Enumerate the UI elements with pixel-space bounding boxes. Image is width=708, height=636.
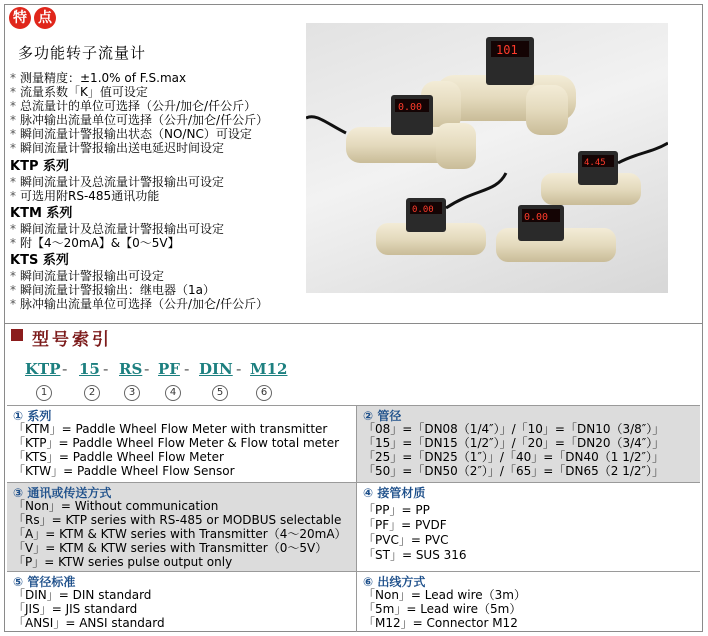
meter-display: 4.45 bbox=[584, 158, 606, 168]
position-number-icon: 1 bbox=[36, 385, 52, 401]
flow-meter-large bbox=[421, 37, 576, 135]
spec-row: 「PF」= PVDF bbox=[363, 518, 447, 532]
square-bullet-icon bbox=[11, 329, 23, 341]
series-title-kts: KTS 系列 bbox=[10, 253, 69, 268]
feature-item: * 瞬间流量计警报输出送电延迟时间设定 bbox=[10, 141, 225, 155]
bullet-icon: * bbox=[10, 283, 16, 297]
feature-item: * 流量系数「K」值可设定 bbox=[10, 85, 148, 99]
spec-section-material bbox=[357, 483, 700, 571]
model-code-separator: - bbox=[236, 360, 242, 378]
feature-item: * 总流量计的单位可选择（公升/加仑/仟公斤） bbox=[10, 99, 257, 113]
spec-row: 「KTW」= Paddle Wheel Flow Sensor bbox=[13, 464, 235, 478]
spec-row: 「KTM」= Paddle Wheel Flow Meter with transmitter bbox=[13, 422, 328, 436]
spec-row: 「JIS」= JIS standard bbox=[13, 602, 138, 616]
bullet-icon: * bbox=[10, 236, 16, 250]
bullet-icon: * bbox=[10, 189, 16, 203]
series-item: * 瞬间流量计警报输出可设定 bbox=[10, 269, 165, 283]
position-number-icon: 4 bbox=[165, 385, 181, 401]
spec-row: 「25」=「DN25（1″）」/「40」=「DN40（1 1/2″）」 bbox=[363, 450, 665, 464]
bullet-icon: * bbox=[10, 222, 16, 236]
product-photo bbox=[306, 23, 668, 293]
section-header: ⑤ 管径标准 bbox=[13, 575, 76, 589]
flow-meter-illustration bbox=[306, 23, 668, 293]
spec-row: 「DIN」= DIN standard bbox=[13, 588, 152, 602]
flow-meter-small bbox=[496, 205, 616, 262]
bullet-icon: * bbox=[10, 141, 16, 155]
bullet-icon: * bbox=[10, 297, 16, 311]
model-code-part: RS bbox=[119, 360, 143, 378]
spec-section-pipe-size bbox=[357, 406, 700, 482]
spec-section-wiring bbox=[357, 572, 700, 632]
section-header: ① 系列 bbox=[13, 409, 52, 423]
bullet-icon: * bbox=[10, 269, 16, 283]
model-code-separator: - bbox=[144, 360, 150, 378]
position-number-icon: 3 bbox=[124, 385, 140, 401]
spec-section-series bbox=[7, 406, 356, 482]
meter-display: 0.00 bbox=[398, 102, 423, 113]
section-header: ④ 接管材质 bbox=[363, 486, 426, 500]
series-title-ktm: KTM 系列 bbox=[10, 206, 73, 221]
series-item: * 瞬间流量计及总流量计警报输出可设定 bbox=[10, 222, 225, 236]
spec-row: 「Non」= Lead wire（3m） bbox=[363, 588, 526, 602]
spec-row: 「KTS」= Paddle Wheel Flow Meter bbox=[13, 450, 224, 464]
bullet-icon: * bbox=[10, 175, 16, 189]
bullet-icon: * bbox=[10, 113, 16, 127]
flow-meter-small bbox=[376, 173, 506, 255]
bullet-icon: * bbox=[10, 85, 16, 99]
feature-item: * 瞬间流量计警报输出状态（NO/NC）可设定 bbox=[10, 127, 252, 141]
model-code-part: DIN bbox=[199, 360, 233, 378]
flow-meter-small bbox=[541, 143, 668, 205]
spec-row: 「15」=「DN15（1/2″）」/「20」=「DN20（3/4″）」 bbox=[363, 436, 665, 450]
series-item: * 附【4～20mA】&【0～5V】 bbox=[10, 236, 180, 250]
spec-row: 「V」= KTM & KTW series with Transmitter（0～5V） bbox=[13, 541, 328, 555]
spec-row: 「5m」= Lead wire（5m） bbox=[363, 602, 522, 616]
position-number-icon: 6 bbox=[256, 385, 272, 401]
meter-display: 101 bbox=[496, 43, 518, 57]
section-header: ② 管径 bbox=[363, 409, 402, 423]
bullet-icon: * bbox=[10, 127, 16, 141]
model-code-part: PF bbox=[158, 360, 180, 378]
spec-row: 「ST」= SUS 316 bbox=[363, 548, 467, 562]
series-item: * 脉冲输出流量单位可选择（公升/加仑/仟公斤） bbox=[10, 297, 269, 311]
model-code-separator: - bbox=[103, 360, 109, 378]
spec-row: 「PVC」= PVC bbox=[363, 533, 449, 547]
series-item: * 瞬间流量计及总流量计警报输出可设定 bbox=[10, 175, 225, 189]
spec-row: 「PP」= PP bbox=[363, 503, 430, 517]
spec-section-pipe-standard bbox=[7, 572, 356, 632]
meter-display: 0.00 bbox=[524, 212, 549, 223]
bullet-icon: * bbox=[10, 71, 16, 85]
series-title-ktp: KTP 系列 bbox=[10, 159, 69, 174]
position-number-icon: 5 bbox=[212, 385, 228, 401]
section-header: ③ 通讯或传送方式 bbox=[13, 486, 112, 500]
model-index-title: 型号索引 bbox=[32, 330, 112, 350]
spec-row: 「M12」= Connector M12 bbox=[363, 616, 518, 630]
model-code-part: M12 bbox=[250, 360, 288, 378]
section-divider bbox=[4, 323, 703, 324]
spec-row: 「KTP」= Paddle Wheel Flow Meter & Flow total meter bbox=[13, 436, 340, 450]
series-item: * 瞬间流量计警报输出：继电器（1a） bbox=[10, 283, 215, 297]
feature-item: * 测量精度：±1.0% of F.S.max bbox=[10, 71, 187, 85]
spec-section-communication bbox=[7, 483, 356, 571]
model-code-part: KTP bbox=[25, 360, 61, 378]
model-code-separator: - bbox=[184, 360, 190, 378]
spec-row: 「50」=「DN50（2″）」/「65」=「DN65（2 1/2″）」 bbox=[363, 464, 665, 478]
spec-row: 「08」=「DN08（1/4″）」/「10」=「DN10（3/8″）」 bbox=[363, 422, 665, 436]
spec-row: 「Rs」= KTP series with RS-485 or MODBUS selectable bbox=[13, 513, 342, 527]
series-item: * 可选用附RS-485通讯功能 bbox=[10, 189, 160, 203]
feature-item: * 脉冲输出流量单位可选择（公升/加仑/仟公斤） bbox=[10, 113, 269, 127]
position-number-icon: 2 bbox=[84, 385, 100, 401]
meter-display: 0.00 bbox=[412, 205, 434, 215]
bullet-icon: * bbox=[10, 99, 16, 113]
model-code-part: 15 bbox=[79, 360, 100, 378]
feature-badge: 点 bbox=[34, 7, 56, 29]
model-code-separator: - bbox=[62, 360, 68, 378]
spec-row: 「Non」= Without communication bbox=[13, 499, 219, 513]
feature-badge: 特 bbox=[9, 7, 31, 29]
spec-row: 「A」= KTM & KTW series with Transmitter（4～20mA） bbox=[13, 527, 347, 541]
feature-title: 多功能转子流量计 bbox=[18, 44, 147, 62]
section-header: ⑥ 出线方式 bbox=[363, 575, 426, 589]
spec-row: 「P」= KTW series pulse output only bbox=[13, 555, 233, 569]
spec-row: 「ANSI」= ANSI standard bbox=[13, 616, 165, 630]
